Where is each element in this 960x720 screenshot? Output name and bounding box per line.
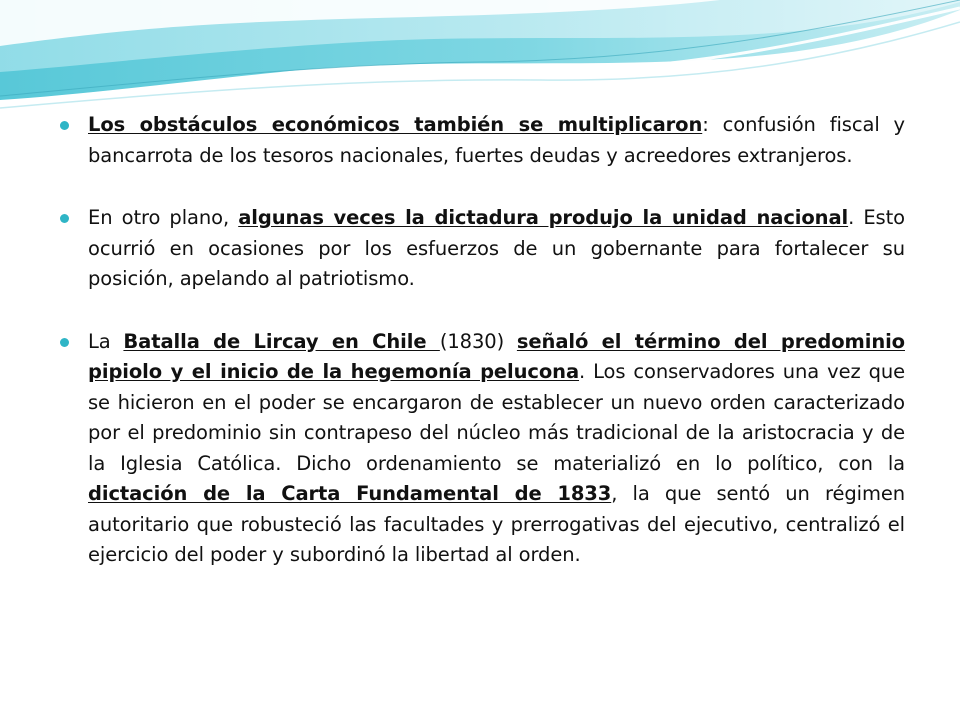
text-segment: (1830): [439, 329, 517, 353]
bullet-dot-icon: [60, 121, 69, 130]
text-segment: . Los conservadores una vez que se hicieron en el poder se encargaron de establecer un nuevo orden caracterizado por el predominio sin contrapeso del núcleo más tradicional de la aristocracia y de la Iglesia Católica. Dicho ordenamiento se materializó en lo político, con la: [88, 360, 906, 475]
bullet-item: [60, 327, 905, 571]
bullet-dot-icon: [60, 214, 69, 223]
content-area: [60, 110, 905, 603]
bullet-item: [60, 203, 905, 295]
underlined-bold-phrase: dictación de la Carta Fundamental de 1833: [88, 482, 612, 505]
bullet-item: [60, 110, 905, 171]
text-segment: , la que sentó un régimen autoritario que robusteció las facultades y prerrogativas del ejecutivo, centralizó el ejercicio del poder y subordinó la libertad al orden.: [88, 482, 905, 566]
underlined-bold-phrase: algunas veces la dictadura produjo la unidad nacional: [238, 206, 849, 229]
text-segment: La: [88, 329, 124, 353]
text-segment: . Esto ocurrió en ocasiones por los esfuerzos de un gobernante para fortalecer su posición, apelando al patriotismo.: [88, 206, 905, 290]
underlined-bold-phrase: Batalla de Lircay en Chile: [123, 329, 440, 353]
text-segment: En otro plano,: [88, 206, 239, 229]
underlined-bold-phrase: Los obstáculos económicos también se multiplicaron: [88, 113, 703, 136]
underlined-bold-phrase: señaló el término del predominio pipiolo y el inicio de la hegemonía pelucona: [88, 329, 905, 383]
text-segment: : confusión fiscal y bancarrota de los tesoros nacionales, fuertes deudas y acreedores extranjeros.: [88, 113, 905, 167]
bullet-dot-icon: [60, 338, 69, 347]
header-wave-decoration: [0, 0, 960, 120]
